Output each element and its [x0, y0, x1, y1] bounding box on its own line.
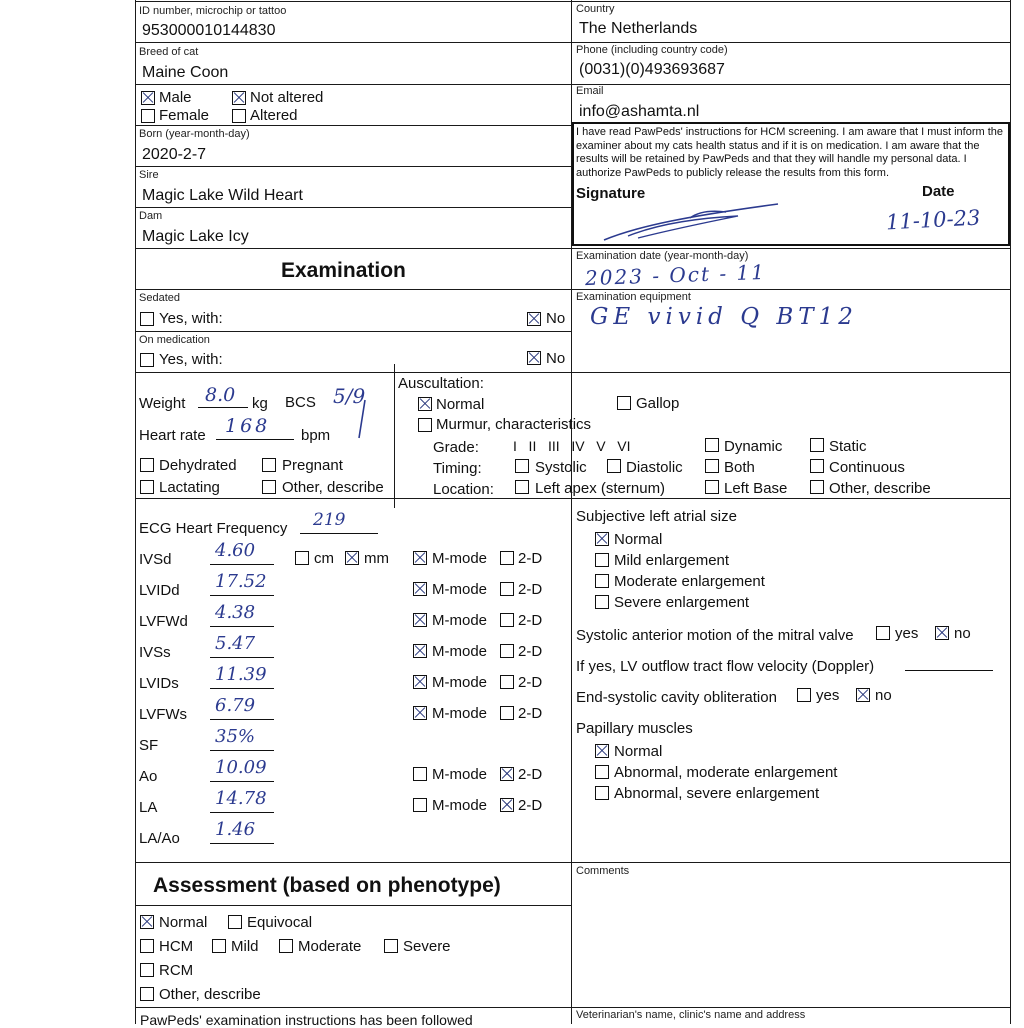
both-label: Both [724, 459, 755, 476]
mild-label: Mild [231, 938, 259, 955]
twod-label: 2-D [518, 550, 543, 567]
sire-label: Sire [139, 169, 159, 181]
medication-yes-checkbox[interactable] [140, 353, 154, 367]
assessment-other-checkbox[interactable] [140, 987, 154, 1001]
la-ao-underline [210, 843, 274, 844]
dam-label: Dam [139, 210, 163, 222]
assessment-normal-checkbox[interactable] [140, 915, 154, 929]
sf-underline [210, 750, 274, 751]
date-label: Date [922, 183, 955, 200]
rule [135, 498, 1010, 499]
ivss-mmode-checkbox[interactable] [413, 644, 427, 658]
mmode-label: M-mode [432, 705, 488, 722]
heart-rate-underline [216, 439, 294, 440]
rule [135, 42, 1010, 43]
sam-yes-label: yes [895, 625, 919, 642]
static-checkbox[interactable] [810, 438, 824, 452]
ivss-underline [210, 657, 274, 658]
rule [135, 331, 571, 332]
hcm-label: HCM [159, 938, 194, 955]
rule [394, 364, 395, 508]
sedated-yes-label: Yes, with: [159, 310, 223, 327]
rule [135, 289, 1010, 290]
medication-no-label: No [546, 350, 566, 367]
ivss-label: IVSs [139, 644, 171, 661]
equivocal-label: Equivocal [247, 914, 313, 931]
lactating-checkbox[interactable] [140, 480, 154, 494]
obliteration-no-checkbox[interactable] [856, 688, 870, 702]
obliteration-no-label: no [875, 687, 892, 704]
weight-value: 8.0 [205, 384, 236, 406]
sf-label: SF [139, 737, 159, 754]
sf-value: 35% [215, 726, 256, 747]
assessment-other-label: Other, describe [159, 986, 261, 1003]
hcm-checkbox[interactable] [140, 939, 154, 953]
severe-checkbox[interactable] [384, 939, 398, 953]
pap-moderate-label: Abnormal, moderate enlargement [614, 764, 838, 781]
lvfwd-label: LVFWd [139, 613, 188, 630]
vitals-other-checkbox[interactable] [262, 480, 276, 494]
auscultation-other-checkbox[interactable] [810, 480, 824, 494]
gallop-checkbox[interactable] [617, 396, 631, 410]
rule [135, 84, 1010, 85]
email-value: info@ashamta.nl [579, 103, 700, 120]
twod-label: 2-D [518, 705, 543, 722]
assessment-title: Assessment (based on phenotype) [153, 874, 501, 897]
ao-underline [210, 781, 274, 782]
sam-yes-checkbox[interactable] [876, 626, 890, 640]
vitals-other-label: Other, describe [282, 479, 384, 496]
ao-value: 10.09 [215, 757, 267, 778]
lvids-underline [210, 688, 274, 689]
lvot-label: If yes, LV outflow tract flow velocity (Doppler) [576, 658, 875, 675]
la-mild-label: Mild enlargement [614, 552, 730, 569]
la-underline [210, 812, 274, 813]
comments-label: Comments [576, 865, 630, 877]
medication-label: On medication [139, 334, 210, 346]
ao-label: Ao [139, 768, 158, 785]
signature-label: Signature [576, 185, 646, 202]
rule [135, 166, 571, 167]
obliteration-label: End-systolic cavity obliteration [576, 689, 777, 706]
mmode-label: M-mode [432, 797, 488, 814]
la-size-label: Subjective left atrial size [576, 508, 737, 525]
pap-severe-label: Abnormal, severe enlargement [614, 785, 820, 802]
examination-title: Examination [281, 259, 406, 282]
lvids-label: LVIDs [139, 675, 179, 692]
rule [135, 1007, 1010, 1008]
pap-severe-checkbox[interactable] [595, 786, 609, 800]
ivsd-underline [210, 564, 274, 565]
obliteration-yes-checkbox[interactable] [797, 688, 811, 702]
ivsd-label: IVSd [139, 551, 172, 568]
lvfws-value: 6.79 [215, 695, 256, 716]
equivocal-checkbox[interactable] [228, 915, 242, 929]
lvfwd-underline [210, 626, 274, 627]
la-label: LA [139, 799, 158, 816]
lvot-underline [905, 670, 993, 671]
left-apex-checkbox[interactable] [515, 480, 529, 494]
bcs-label: BCS [285, 394, 316, 411]
sam-no-label: no [954, 625, 971, 642]
systolic-checkbox[interactable] [515, 459, 529, 473]
la-ao-label: LA/Ao [139, 830, 180, 847]
twod-label: 2-D [518, 612, 543, 629]
la-normal-label: Normal [614, 531, 663, 548]
altered-checkbox[interactable] [232, 109, 246, 123]
twod-label: 2-D [518, 797, 543, 814]
rule [135, 125, 571, 126]
murmur-checkbox[interactable] [418, 418, 432, 432]
medication-no-checkbox[interactable] [527, 351, 541, 365]
grade-label: Grade: [433, 439, 479, 456]
bcs-mark [355, 398, 369, 440]
sam-no-checkbox[interactable] [935, 626, 949, 640]
consent-text: I have read PawPeds' instructions for HCM screening. I am aware that I must inform the examiner about my cats health status and if it is on medication. I am aware that the results will be retained by PawPeds and that they will handle my personal data. I authorize PawPeds to publicly release the results from this form. [576, 126, 1004, 179]
dynamic-label: Dynamic [724, 438, 783, 455]
bcs-value: 5/9 [333, 384, 366, 408]
dehydrated-label: Dehydrated [159, 457, 237, 474]
la-2d-checkbox[interactable] [500, 798, 514, 812]
lvidd-value: 17.52 [215, 571, 267, 592]
grade-options: I II III IV V VI [513, 438, 631, 454]
born-value: 2020-2-7 [142, 146, 207, 163]
form-border-left [135, 0, 136, 1024]
sire-value: Magic Lake Wild Heart [142, 187, 303, 204]
la-severe-checkbox[interactable] [595, 595, 609, 609]
breed-value: Maine Coon [142, 64, 229, 81]
twod-label: 2-D [518, 674, 543, 691]
form-border-right [1010, 0, 1011, 1024]
location-label: Location: [433, 481, 494, 498]
dam-value: Magic Lake Icy [142, 228, 249, 245]
kg-label: kg [252, 395, 268, 412]
moderate-checkbox[interactable] [279, 939, 293, 953]
pap-normal-checkbox[interactable] [595, 744, 609, 758]
id-value: 953000010144830 [142, 22, 276, 39]
not-altered-label: Not altered [250, 89, 324, 106]
sedated-label: Sedated [139, 292, 180, 304]
mm-checkbox[interactable] [345, 551, 359, 565]
rule [135, 207, 571, 208]
diastolic-label: Diastolic [626, 459, 683, 476]
la-mild-checkbox[interactable] [595, 553, 609, 567]
lvfwd-2d-checkbox[interactable] [500, 613, 514, 627]
sedated-yes-checkbox[interactable] [140, 312, 154, 326]
country-value: The Netherlands [579, 20, 698, 37]
rule [135, 372, 1010, 373]
exam-date-value: 2023 - Oct - 11 [584, 259, 767, 291]
left-base-checkbox[interactable] [705, 480, 719, 494]
left-apex-label: Left apex (sternum) [535, 480, 666, 497]
diastolic-checkbox[interactable] [607, 459, 621, 473]
papillary-label: Papillary muscles [576, 720, 693, 737]
severe-label: Severe [403, 938, 451, 955]
medication-yes-label: Yes, with: [159, 351, 223, 368]
exam-date-label: Examination date (year-month-day) [576, 250, 749, 262]
auscultation-normal-label: Normal [436, 396, 485, 413]
lvfws-label: LVFWs [139, 706, 188, 723]
mmode-label: M-mode [432, 612, 488, 629]
ao-mmode-checkbox[interactable] [413, 767, 427, 781]
lvfwd-value: 4.38 [215, 602, 256, 623]
rule [135, 905, 571, 906]
equipment-label: Examination equipment [576, 291, 691, 303]
female-label: Female [159, 107, 210, 124]
lvfws-mmode-checkbox[interactable] [413, 706, 427, 720]
auscultation-normal-checkbox[interactable] [418, 397, 432, 411]
email-label: Email [576, 85, 604, 97]
lvfwd-mmode-checkbox[interactable] [413, 613, 427, 627]
la-moderate-label: Moderate enlargement [614, 573, 765, 590]
dynamic-checkbox[interactable] [705, 438, 719, 452]
breed-label: Breed of cat [139, 46, 199, 58]
la-value: 14.78 [215, 788, 267, 809]
male-checkbox[interactable] [141, 91, 155, 105]
female-checkbox[interactable] [141, 109, 155, 123]
left-base-label: Left Base [724, 480, 788, 497]
auscultation-other-label: Other, describe [829, 480, 931, 497]
gallop-label: Gallop [636, 395, 680, 412]
bpm-label: bpm [301, 427, 331, 444]
ecg-label: ECG Heart Frequency [139, 520, 288, 537]
rule [135, 862, 1010, 863]
not-altered-checkbox[interactable] [232, 91, 246, 105]
rcm-label: RCM [159, 962, 194, 979]
sedated-no-label: No [546, 310, 566, 327]
pregnant-label: Pregnant [282, 457, 343, 474]
signature-image [598, 196, 788, 248]
mild-checkbox[interactable] [212, 939, 226, 953]
auscultation-label: Auscultation: [398, 375, 484, 392]
mmode-label: M-mode [432, 766, 488, 783]
ivsd-mmode-checkbox[interactable] [413, 551, 427, 565]
phone-value: (0031)(0)493693687 [579, 61, 725, 78]
heart-rate-label: Heart rate [139, 427, 206, 444]
both-checkbox[interactable] [705, 459, 719, 473]
la-severe-label: Severe enlargement [614, 594, 750, 611]
vet-label: Veterinarian's name, clinic's name and address [576, 1009, 806, 1021]
mmode-label: M-mode [432, 550, 488, 567]
ao-2d-checkbox[interactable] [500, 767, 514, 781]
pregnant-checkbox[interactable] [262, 458, 276, 472]
lvidd-mmode-checkbox[interactable] [413, 582, 427, 596]
lvidd-underline [210, 595, 274, 596]
instructions-text: PawPeds' examination instructions has been followed [140, 1012, 473, 1028]
lvids-value: 11.39 [215, 664, 267, 685]
timing-label: Timing: [433, 460, 482, 477]
date-value: 11-10-23 [885, 205, 981, 235]
sam-label: Systolic anterior motion of the mitral valve [576, 627, 854, 644]
rule [135, 248, 1010, 249]
weight-label: Weight [139, 395, 186, 412]
continuous-checkbox[interactable] [810, 459, 824, 473]
mmode-label: M-mode [432, 581, 488, 598]
country-label: Country [576, 3, 615, 15]
twod-label: 2-D [518, 581, 543, 598]
heart-rate-value: 168 [225, 415, 271, 437]
la-normal-checkbox[interactable] [595, 532, 609, 546]
rcm-checkbox[interactable] [140, 963, 154, 977]
male-label: Male [159, 89, 192, 106]
static-label: Static [829, 438, 867, 455]
la-ao-value: 1.46 [215, 819, 256, 840]
lvfws-2d-checkbox[interactable] [500, 706, 514, 720]
phone-label: Phone (including country code) [576, 44, 728, 56]
ivss-value: 5.47 [215, 633, 256, 654]
ecg-value: 219 [313, 510, 346, 530]
mmode-label: M-mode [432, 643, 488, 660]
ecg-underline [300, 533, 378, 534]
ivsd-2d-checkbox[interactable] [500, 551, 514, 565]
lvidd-2d-checkbox[interactable] [500, 582, 514, 596]
assessment-normal-label: Normal [159, 914, 208, 931]
mm-label: mm [364, 550, 389, 567]
cm-checkbox[interactable] [295, 551, 309, 565]
altered-label: Altered [250, 107, 298, 124]
equipment-value: GE vivid Q BT12 [590, 304, 858, 330]
pap-moderate-checkbox[interactable] [595, 765, 609, 779]
id-label: ID number, microchip or tattoo [139, 5, 287, 17]
murmur-label: Murmur, characteristics [436, 416, 592, 433]
dehydrated-checkbox[interactable] [140, 458, 154, 472]
weight-underline [198, 407, 248, 408]
systolic-label: Systolic [535, 459, 587, 476]
twod-label: 2-D [518, 643, 543, 660]
rule [135, 1, 1010, 2]
cm-label: cm [314, 550, 334, 567]
mmode-label: M-mode [432, 674, 488, 691]
la-moderate-checkbox[interactable] [595, 574, 609, 588]
la-mmode-checkbox[interactable] [413, 798, 427, 812]
ivsd-value: 4.60 [215, 540, 256, 561]
lactating-label: Lactating [159, 479, 220, 496]
lvids-mmode-checkbox[interactable] [413, 675, 427, 689]
lvidd-label: LVIDd [139, 582, 180, 599]
ivss-2d-checkbox[interactable] [500, 644, 514, 658]
pap-normal-label: Normal [614, 743, 663, 760]
lvfws-underline [210, 719, 274, 720]
obliteration-yes-label: yes [816, 687, 840, 704]
continuous-label: Continuous [829, 459, 905, 476]
moderate-label: Moderate [298, 938, 362, 955]
lvids-2d-checkbox[interactable] [500, 675, 514, 689]
sedated-no-checkbox[interactable] [527, 312, 541, 326]
born-label: Born (year-month-day) [139, 128, 250, 140]
twod-label: 2-D [518, 766, 543, 783]
